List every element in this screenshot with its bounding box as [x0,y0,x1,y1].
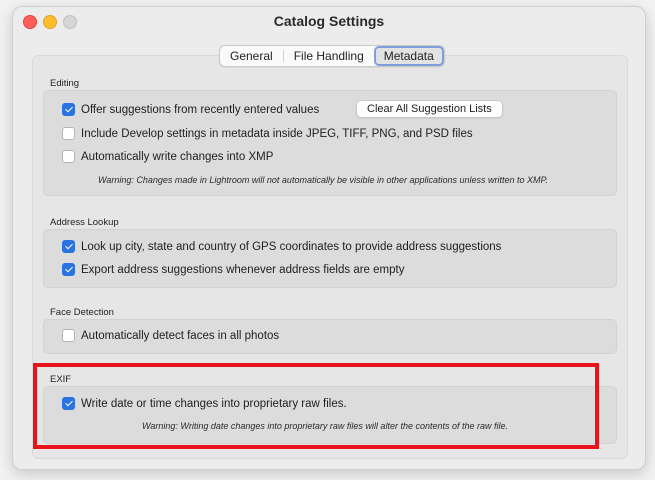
face-detection-heading: Face Detection [50,307,114,318]
export-suggestions-row[interactable] [62,263,404,276]
tab-file-handling[interactable]: File Handling [293,49,364,63]
xmp-warning-text: Warning: Changes made in Lightroom will not automatically be visible in other applications unless written to XMP. [98,175,548,185]
tab-metadata[interactable]: Metadata [374,46,444,66]
offer-suggestions-row[interactable] [62,103,319,116]
editing-group [43,90,617,196]
offer-suggestions-label: Offer suggestions from recently entered values [81,103,320,116]
auto-detect-faces-row[interactable] [62,329,279,342]
offer-suggestions-checkbox[interactable] [62,103,75,116]
lookup-gps-row[interactable] [62,240,501,253]
export-suggestions-checkbox[interactable] [62,263,75,276]
include-develop-label: Include Develop settings in metadata inside JPEG, TIFF, PNG, and PSD files [81,127,473,140]
lookup-gps-checkbox[interactable] [62,240,75,253]
exif-heading: EXIF [50,374,72,385]
auto-write-xmp-checkbox[interactable] [62,150,75,163]
tab-bar [219,45,445,67]
auto-detect-faces-checkbox[interactable] [62,329,75,342]
auto-write-xmp-row[interactable] [62,150,273,163]
write-date-label: Write date or time changes into proprietary raw files. [81,397,347,410]
tab-general[interactable]: General [230,49,273,63]
face-detection-group [43,319,617,354]
lookup-gps-label: Look up city, state and country of GPS coordinates to provide address suggestions [81,240,502,253]
export-suggestions-label: Export address suggestions whenever address fields are empty [81,263,405,276]
clear-suggestion-lists-button[interactable]: Clear All Suggestion Lists [356,100,503,118]
include-develop-row[interactable] [62,127,473,140]
address-lookup-group [43,229,617,288]
auto-detect-faces-label: Automatically detect faces in all photos [81,329,280,342]
auto-write-xmp-label: Automatically write changes into XMP [81,150,274,163]
include-develop-checkbox[interactable] [62,127,75,140]
address-lookup-heading: Address Lookup [50,217,119,228]
raw-file-warning-text: Warning: Writing date changes into proprietary raw files will alter the contents of the raw file. [142,421,509,431]
title-bar [13,7,645,35]
editing-heading: Editing [50,78,80,89]
window-title: Catalog Settings [273,13,385,29]
exif-highlight-annotation [33,363,599,449]
